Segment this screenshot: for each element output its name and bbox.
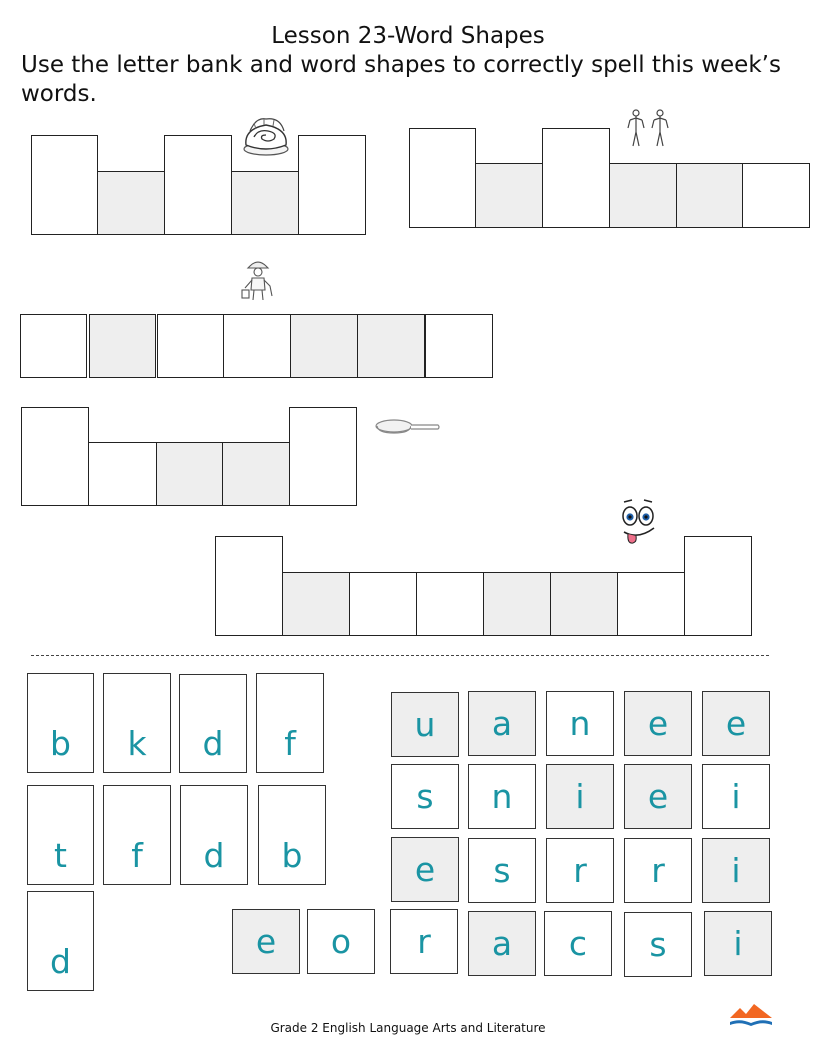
- letter-box[interactable]: [542, 128, 610, 228]
- letter-box[interactable]: [475, 163, 543, 228]
- letter-tile[interactable]: s: [468, 838, 536, 903]
- letter-tile[interactable]: a: [468, 911, 536, 976]
- letter-box[interactable]: [416, 572, 484, 636]
- letter-tile[interactable]: r: [624, 838, 692, 903]
- letter-box[interactable]: [617, 572, 685, 636]
- letter-tile[interactable]: i: [546, 764, 614, 829]
- footer-text: Grade 2 English Language Arts and Literature: [270, 1021, 546, 1035]
- letter-tile[interactable]: u: [391, 692, 459, 757]
- letter-box[interactable]: [676, 163, 743, 228]
- letter-tile[interactable]: e: [391, 837, 459, 902]
- instructions-text: Use the letter bank and word shapes to correctly spell this week’s words.: [21, 52, 781, 107]
- letter-tile[interactable]: c: [544, 911, 612, 976]
- letter-tile[interactable]: s: [391, 764, 459, 829]
- letter-box[interactable]: [550, 572, 618, 636]
- letter-tile[interactable]: r: [546, 838, 614, 903]
- letter-tile[interactable]: e: [624, 691, 692, 756]
- letter-tile[interactable]: t: [27, 785, 94, 885]
- letter-box[interactable]: [215, 536, 283, 636]
- letter-box[interactable]: [357, 314, 425, 378]
- letter-tile[interactable]: a: [468, 691, 536, 756]
- letter-box[interactable]: [21, 407, 89, 506]
- letter-tile[interactable]: e: [702, 691, 770, 756]
- letter-tile[interactable]: o: [307, 909, 375, 974]
- letter-box[interactable]: [222, 442, 290, 506]
- letter-box[interactable]: [164, 135, 232, 235]
- letter-tile[interactable]: b: [27, 673, 94, 773]
- letter-tile[interactable]: r: [390, 909, 458, 974]
- twins-icon: [622, 108, 674, 150]
- letter-tile[interactable]: e: [624, 764, 692, 829]
- letter-box[interactable]: [156, 442, 223, 506]
- letter-box[interactable]: [349, 572, 417, 636]
- frying-pan-icon: [374, 416, 442, 438]
- letter-tile[interactable]: s: [624, 912, 692, 977]
- letter-box[interactable]: [157, 314, 224, 378]
- letter-box[interactable]: [742, 163, 810, 228]
- letter-tile[interactable]: i: [702, 764, 770, 829]
- letter-tile[interactable]: i: [702, 838, 770, 903]
- letter-box[interactable]: [282, 572, 350, 636]
- letter-box[interactable]: [409, 128, 476, 228]
- cinnamon-roll-icon: [240, 111, 292, 159]
- mountain-book-logo-icon: [728, 1002, 774, 1030]
- letter-box[interactable]: [223, 314, 291, 378]
- letter-box[interactable]: [231, 171, 299, 235]
- letter-box[interactable]: [684, 536, 752, 636]
- silly-face-icon: [616, 496, 660, 548]
- dashed-divider: [31, 655, 769, 656]
- letter-box[interactable]: [88, 442, 157, 506]
- letter-tile[interactable]: d: [180, 785, 248, 885]
- letter-tile[interactable]: k: [103, 673, 171, 773]
- letter-box[interactable]: [298, 135, 366, 235]
- letter-tile[interactable]: n: [546, 691, 614, 756]
- letter-box[interactable]: [31, 135, 98, 235]
- firefighter-icon: [238, 256, 278, 302]
- letter-tile[interactable]: f: [256, 673, 324, 773]
- letter-box[interactable]: [609, 163, 677, 228]
- letter-tile[interactable]: e: [232, 909, 300, 974]
- letter-box[interactable]: [97, 171, 165, 235]
- letter-tile[interactable]: f: [103, 785, 171, 885]
- page-title: Lesson 23-Word Shapes: [271, 23, 545, 49]
- letter-box[interactable]: [483, 572, 551, 636]
- letter-box[interactable]: [289, 407, 357, 506]
- letter-tile[interactable]: b: [258, 785, 326, 885]
- letter-tile[interactable]: i: [704, 911, 772, 976]
- letter-box[interactable]: [425, 314, 493, 378]
- letter-tile[interactable]: d: [27, 891, 94, 991]
- letter-box[interactable]: [20, 314, 87, 378]
- letter-box[interactable]: [290, 314, 358, 378]
- letter-tile[interactable]: d: [179, 674, 247, 773]
- letter-tile[interactable]: n: [468, 764, 536, 829]
- letter-box[interactable]: [89, 314, 156, 378]
